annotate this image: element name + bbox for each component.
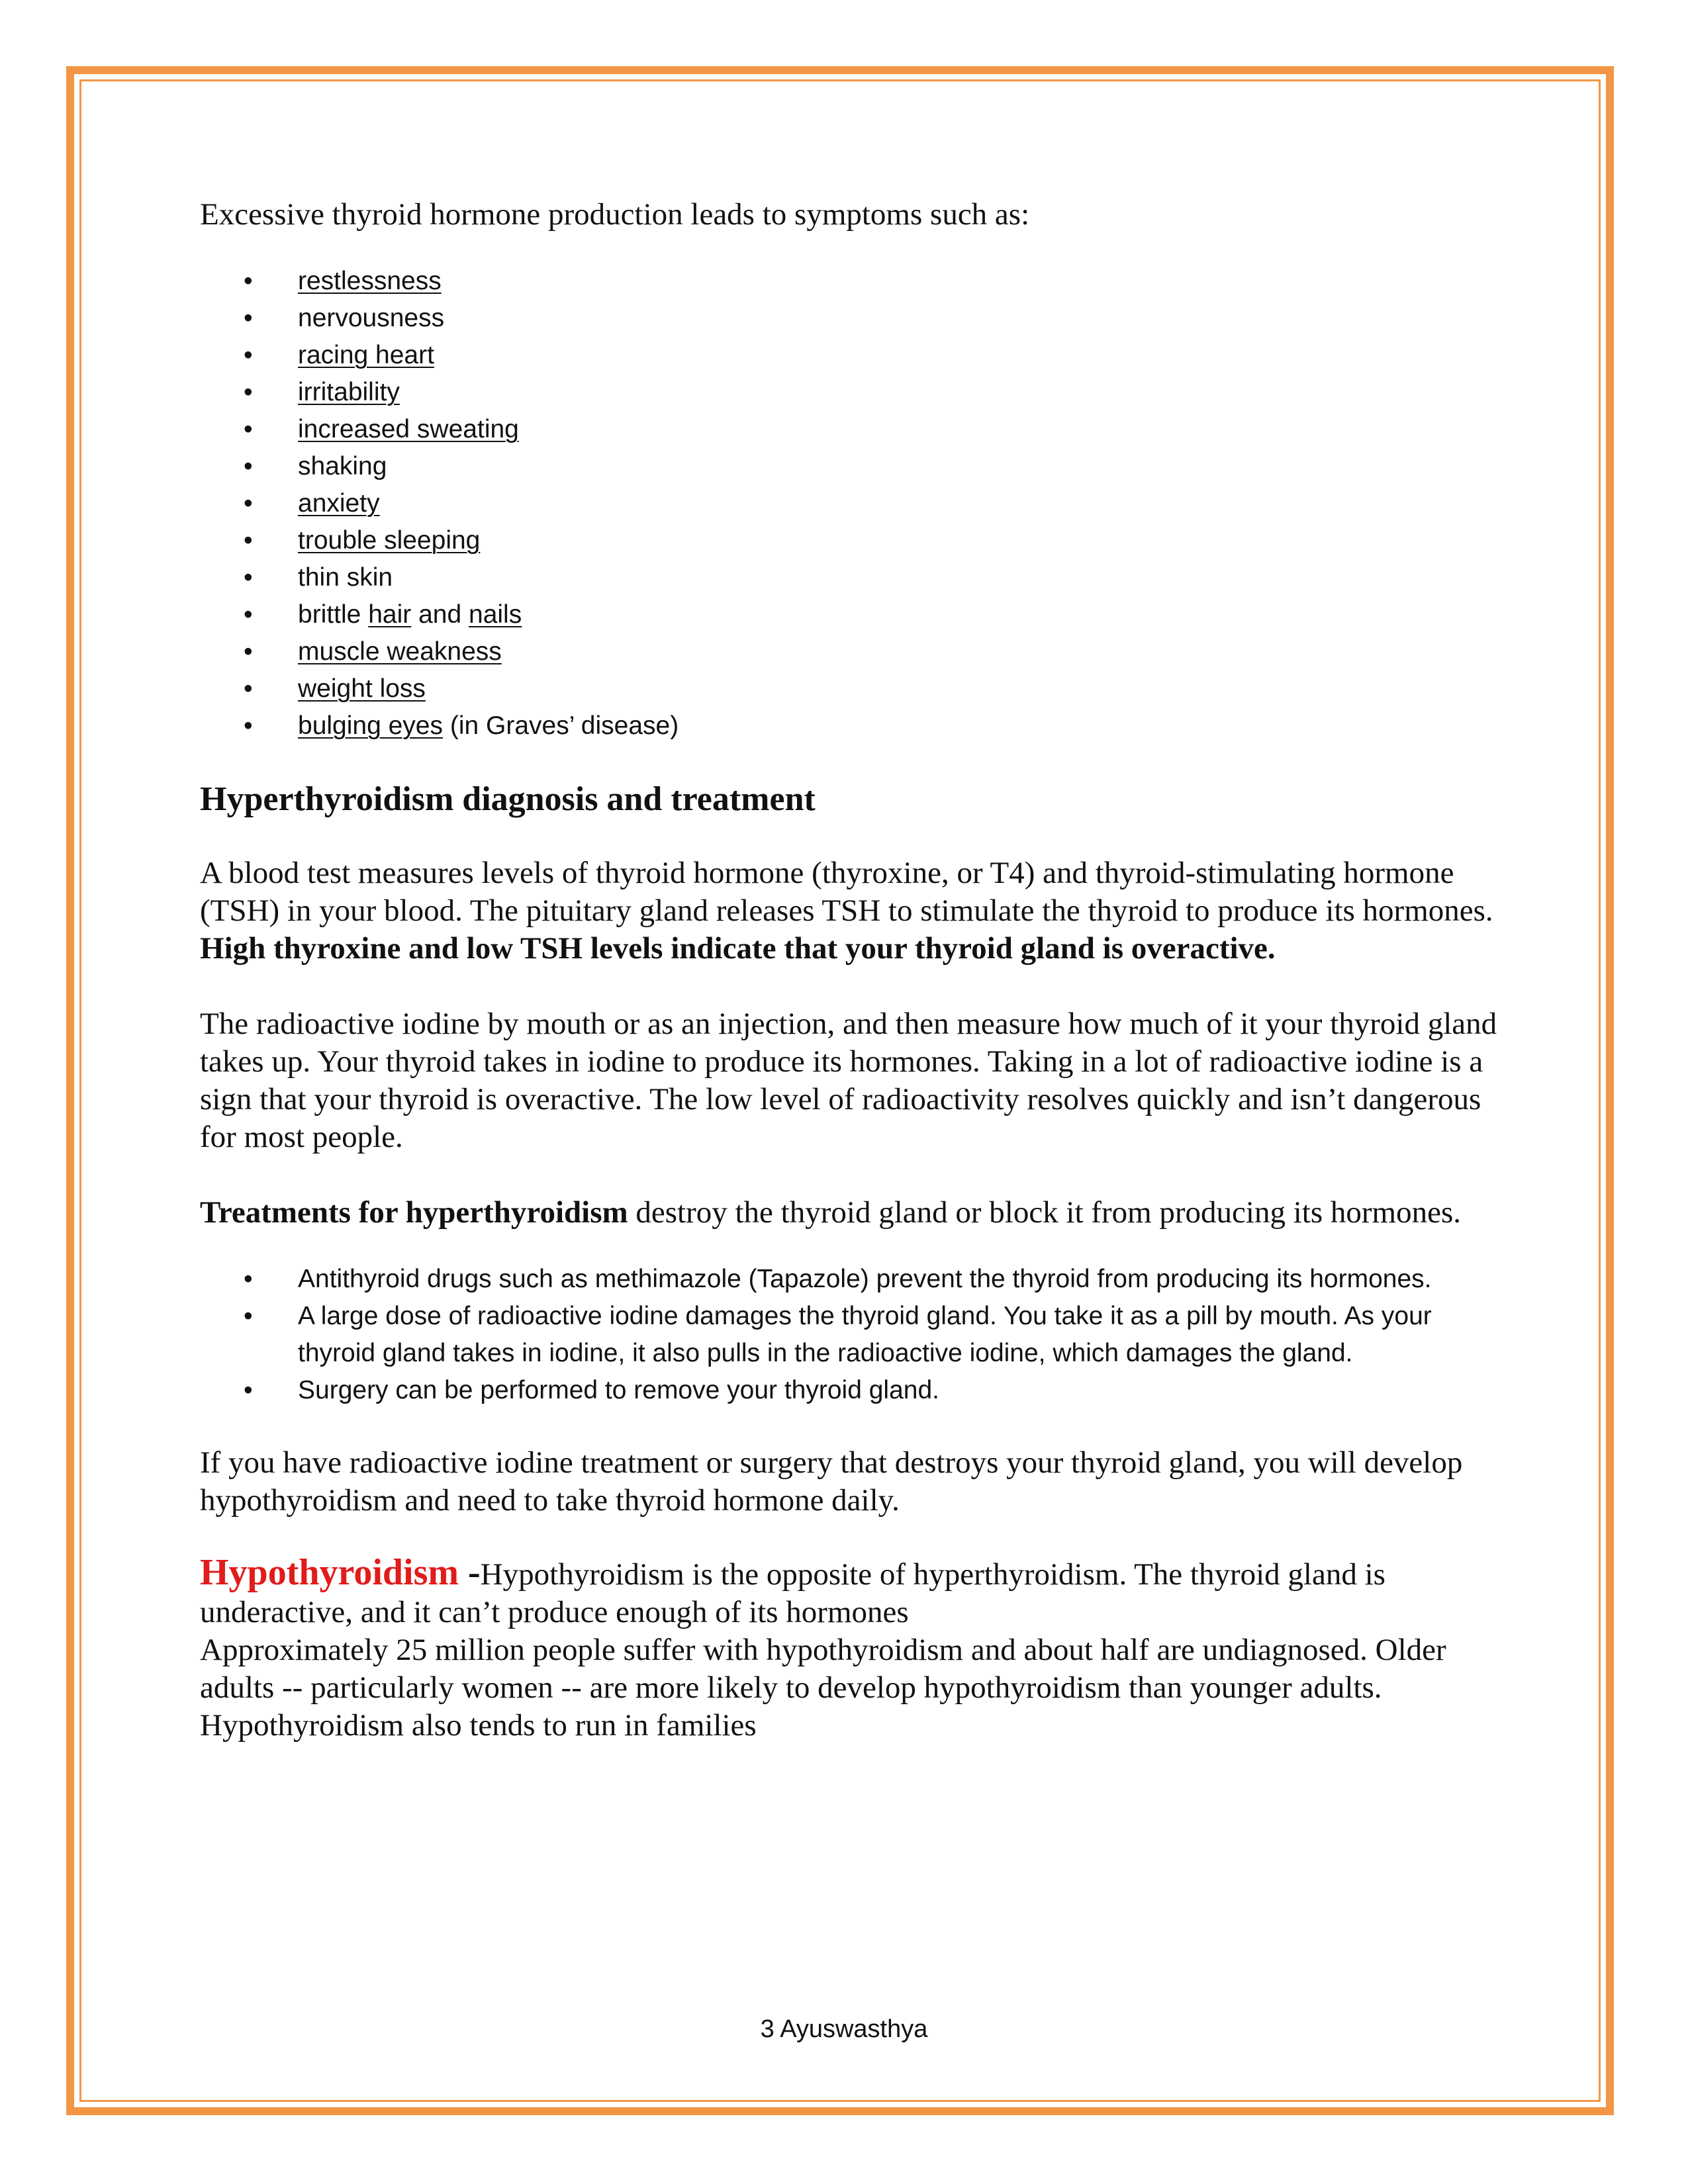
bullet: •	[244, 600, 253, 629]
symptom-link-weight-loss[interactable]: weight loss	[298, 674, 426, 703]
bullet: •	[244, 452, 253, 480]
list-item	[200, 337, 1504, 374]
symptom-nervousness: nervousness	[298, 304, 445, 332]
symptom-link-hair[interactable]: hair	[368, 600, 412, 629]
bullet: •	[244, 304, 253, 332]
symptom-and: and	[411, 600, 469, 629]
list-item	[200, 448, 1504, 485]
diagnosis-text: A blood test measures levels of thyroid hormone (thyroxine, or T4) and thyroid-stimulating hormone (TSH) in your blood. The pituitary gland releases TSH to stimulate the thyroid to produce its hormones.	[200, 856, 1493, 928]
list-item	[200, 670, 1504, 707]
section-heading: Hyperthyroidism diagnosis and treatment	[200, 780, 816, 818]
list-item	[200, 485, 1504, 522]
bullet: •	[244, 1376, 253, 1404]
symptom-thin-skin: thin skin	[298, 563, 393, 592]
list-item	[200, 1261, 1504, 1298]
bullet: •	[244, 637, 253, 666]
list-item	[200, 411, 1504, 448]
bullet: •	[244, 1265, 253, 1293]
symptom-link-muscle-weakness[interactable]: muscle weakness	[298, 637, 502, 666]
treatments-text: destroy the thyroid gland or block it from producing its hormones.	[628, 1195, 1461, 1230]
treatments-list	[200, 1261, 1504, 1409]
diagnosis-highlight: High thyroxine and low TSH levels indicate that your thyroid gland is overactive.	[200, 931, 1276, 966]
bullet: •	[244, 489, 253, 518]
bullet: •	[244, 526, 253, 555]
list-item	[200, 559, 1504, 596]
list-item	[200, 633, 1504, 670]
list-item	[200, 522, 1504, 559]
bullet: •	[244, 378, 253, 406]
symptoms-list	[200, 263, 1504, 745]
list-item	[200, 300, 1504, 337]
consequence-paragraph: If you have radioactive iodine treatment or surgery that destroys your thyroid gland, you will develop hypothyroidism and need to take thyroid hormone daily.	[200, 1445, 1463, 1518]
page-footer: 3 Ayuswasthya	[760, 2015, 928, 2043]
bullet: •	[244, 711, 253, 740]
symptom-link-restlessness[interactable]: restlessness	[298, 267, 442, 295]
hypothyroidism-text: Hypothyroidism is the opposite of hyperthyroidism. The thyroid gland is underactive, and it can’t produce enough of its hormones	[200, 1557, 1385, 1629]
symptom-link-irritability[interactable]: irritability	[298, 378, 400, 406]
bullet: •	[244, 415, 253, 443]
bullet: •	[244, 267, 253, 295]
diagnosis-paragraph	[200, 854, 1504, 968]
bullet: •	[244, 563, 253, 592]
bullet: •	[244, 1302, 253, 1330]
hypothyroidism-paragraph	[200, 1554, 1504, 1631]
list-item	[200, 374, 1504, 411]
list-item	[200, 707, 1504, 745]
symptom-graves-note: (in Graves’ disease)	[443, 711, 679, 740]
hypothyroidism-title: Hypothyroidism	[200, 1552, 459, 1593]
bullet: •	[244, 341, 253, 369]
symptom-shaking: shaking	[298, 452, 387, 480]
list-item	[200, 263, 1504, 300]
symptom-brittle-prefix: brittle	[298, 600, 369, 629]
symptom-link-racing-heart[interactable]: racing heart	[298, 341, 434, 369]
hypothyroidism-dash: -	[459, 1552, 481, 1593]
treatment-item: Surgery can be performed to remove your thyroid gland.	[298, 1376, 940, 1404]
list-item	[200, 596, 1504, 633]
page-content	[200, 196, 1504, 1745]
list-item	[200, 1298, 1504, 1372]
list-item	[200, 1372, 1504, 1409]
bullet: •	[244, 674, 253, 703]
symptom-link-nails[interactable]: nails	[469, 600, 522, 629]
iodine-paragraph: The radioactive iodine by mouth or as an injection, and then measure how much of it your thyroid gland takes up. Your thyroid takes in iodine to produce its hormones. Taking in a lot of radioactive iodine is a sign that your thyroid is overactive. The low level of radioactivity resolves quickly and isn’t dangerous for most people.	[200, 1007, 1497, 1154]
treatments-heading: Treatments for hyperthyroidism	[200, 1195, 628, 1230]
symptom-link-bulging-eyes[interactable]: bulging eyes	[298, 711, 443, 740]
symptoms-intro: Excessive thyroid hormone production leads to symptoms such as:	[200, 197, 1030, 232]
treatment-item: A large dose of radioactive iodine damages the thyroid gland. You take it as a pill by mouth. As your thyroid gland takes in iodine, it also pulls in the radioactive iodine, which damages the gland.	[298, 1302, 1432, 1367]
symptom-link-trouble-sleeping[interactable]: trouble sleeping	[298, 526, 481, 555]
treatment-item: Antithyroid drugs such as methimazole (Tapazole) prevent the thyroid from producing its hormones.	[298, 1265, 1432, 1293]
symptom-link-increased-sweating[interactable]: increased sweating	[298, 415, 519, 443]
symptom-link-anxiety[interactable]: anxiety	[298, 489, 380, 518]
hypothyroidism-stats: Approximately 25 million people suffer with hypothyroidism and about half are undiagnosed. Older adults -- particularly women -- are more likely to develop hypothyroidism than younger adults. Hypothyroidism also tends to run in families	[200, 1633, 1446, 1743]
treatments-paragraph	[200, 1194, 1504, 1232]
